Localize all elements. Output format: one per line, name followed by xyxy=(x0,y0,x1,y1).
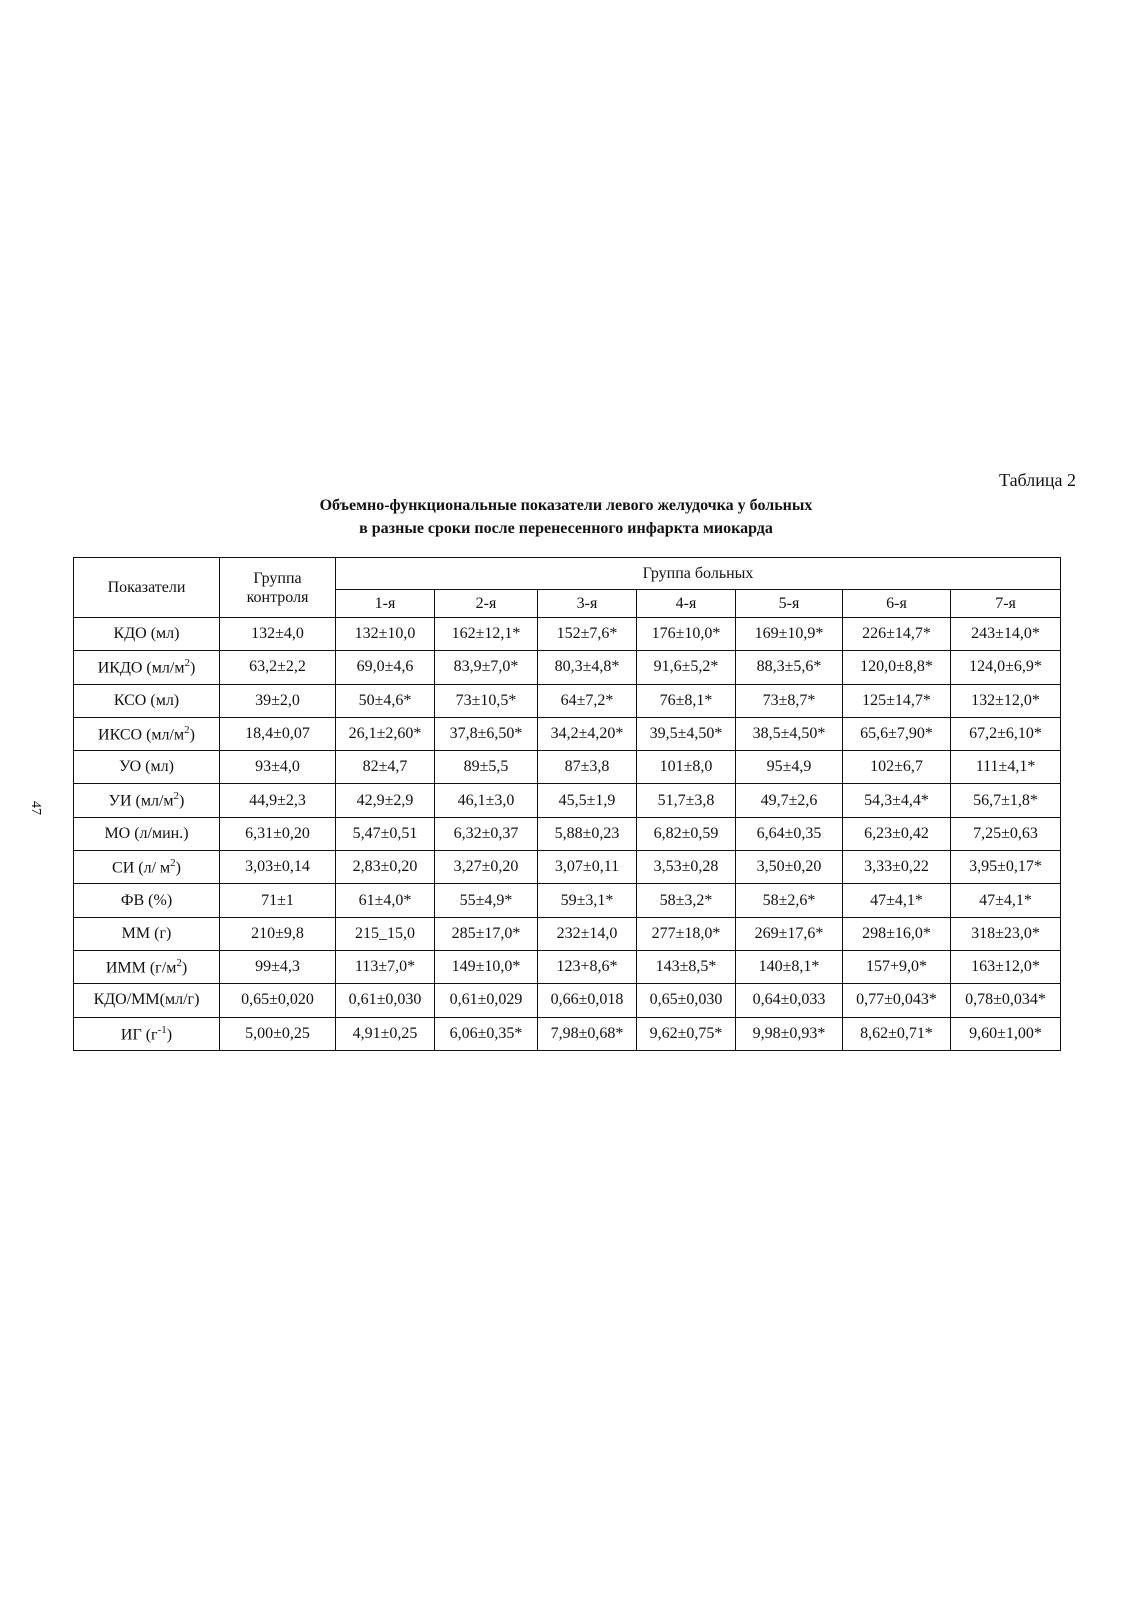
table-cell: 140±8,1* xyxy=(736,950,843,983)
table-cell: 243±14,0* xyxy=(951,618,1061,651)
row-param xyxy=(74,1017,220,1050)
param-label: УИ (мл/м xyxy=(108,792,174,810)
table-cell: 0,64±0,033 xyxy=(736,984,843,1017)
table-cell: 55±4,9* xyxy=(435,884,538,917)
table-row xyxy=(74,751,1061,784)
table-cell: 3,95±0,17* xyxy=(951,851,1061,884)
table-cell: 38,5±4,50* xyxy=(736,717,843,750)
table-cell: 0,65±0,030 xyxy=(637,984,736,1017)
row-param xyxy=(74,684,220,717)
table-cell: 113±7,0* xyxy=(336,950,435,983)
header-patients: Группа больных xyxy=(336,558,1061,590)
table-cell: 39±2,0 xyxy=(220,684,336,717)
table-label: Таблица 2 xyxy=(999,470,1076,490)
table-cell: 46,1±3,0 xyxy=(435,784,538,817)
param-label: УО (мл) xyxy=(119,758,174,776)
table-cell: 76±8,1* xyxy=(637,684,736,717)
table-cell: 9,60±1,00* xyxy=(951,1017,1061,1050)
table-cell: 73±8,7* xyxy=(736,684,843,717)
table-cell: 226±14,7* xyxy=(843,618,951,651)
table-cell: 3,07±0,11 xyxy=(538,851,637,884)
table-cell: 132±10,0 xyxy=(336,618,435,651)
table-cell: 132±12,0* xyxy=(951,684,1061,717)
table-cell: 88,3±5,6* xyxy=(736,651,843,684)
table-cell: 67,2±6,10* xyxy=(951,717,1061,750)
param-suffix: ) xyxy=(181,959,188,977)
table-cell: 6,64±0,35 xyxy=(736,817,843,850)
header-param: Показатели xyxy=(74,558,220,618)
table-cell: 58±3,2* xyxy=(637,884,736,917)
caption-line-1: Объемно-функциональные показатели левого желудочка у больных xyxy=(319,497,813,514)
table-cell: 215_15,0 xyxy=(336,917,435,950)
table-row xyxy=(74,618,1061,651)
table-cell: 89±5,5 xyxy=(435,751,538,784)
row-param xyxy=(74,917,220,950)
table-cell: 18,4±0,07 xyxy=(220,717,336,750)
table-row xyxy=(74,950,1061,983)
table-cell: 6,31±0,20 xyxy=(220,817,336,850)
table-cell: 210±9,8 xyxy=(220,917,336,950)
table-cell: 124,0±6,9* xyxy=(951,651,1061,684)
table-cell: 2,83±0,20 xyxy=(336,851,435,884)
header-control-text: Группа контроля xyxy=(246,569,309,606)
param-label: ИГ (г xyxy=(120,1025,158,1043)
table-cell: 93±4,0 xyxy=(220,751,336,784)
row-param xyxy=(74,618,220,651)
header-group-7: 7-я xyxy=(951,590,1061,618)
table-cell: 73±10,5* xyxy=(435,684,538,717)
table-cell: 99±4,3 xyxy=(220,950,336,983)
param-superscript: 2 xyxy=(176,956,182,969)
table-cell: 123+8,6* xyxy=(538,950,637,983)
header-control xyxy=(220,558,336,618)
table-cell: 4,91±0,25 xyxy=(336,1017,435,1050)
table-cell: 95±4,9 xyxy=(736,751,843,784)
table-cell: 120,0±8,8* xyxy=(843,651,951,684)
row-param xyxy=(74,851,220,884)
header-group-3: 3-я xyxy=(538,590,637,618)
table-cell: 3,50±0,20 xyxy=(736,851,843,884)
table-cell: 0,61±0,030 xyxy=(336,984,435,1017)
table-row xyxy=(74,884,1061,917)
table-cell: 162±12,1* xyxy=(435,618,538,651)
table-cell: 56,7±1,8* xyxy=(951,784,1061,817)
param-superscript: 2 xyxy=(184,723,190,736)
table-cell: 8,62±0,71* xyxy=(843,1017,951,1050)
table-cell: 6,82±0,59 xyxy=(637,817,736,850)
param-label: КСО (мл) xyxy=(113,691,180,709)
table-cell: 69,0±4,6 xyxy=(336,651,435,684)
param-label: КДО/ММ(мл/г) xyxy=(93,991,200,1009)
param-superscript: -1 xyxy=(157,1023,167,1036)
table-cell: 47±4,1* xyxy=(951,884,1061,917)
table-cell: 169±10,9* xyxy=(736,618,843,651)
table-row xyxy=(74,784,1061,817)
page-number: 47 xyxy=(28,801,43,815)
table-cell: 277±18,0* xyxy=(637,917,736,950)
table-cell: 152±7,6* xyxy=(538,618,637,651)
table-cell: 5,88±0,23 xyxy=(538,817,637,850)
param-label: ИКДО (мл/м xyxy=(97,659,185,677)
row-param xyxy=(74,717,220,750)
table-cell: 42,9±2,9 xyxy=(336,784,435,817)
table-row xyxy=(74,651,1061,684)
header-group-1: 1-я xyxy=(336,590,435,618)
table-cell: 58±2,6* xyxy=(736,884,843,917)
table-cell: 91,6±5,2* xyxy=(637,651,736,684)
table-cell: 44,9±2,3 xyxy=(220,784,336,817)
table-cell: 50±4,6* xyxy=(336,684,435,717)
table-cell: 101±8,0 xyxy=(637,751,736,784)
row-param xyxy=(74,817,220,850)
row-param xyxy=(74,784,220,817)
table-cell: 102±6,7 xyxy=(843,751,951,784)
table-cell: 59±3,1* xyxy=(538,884,637,917)
table-cell: 82±4,7 xyxy=(336,751,435,784)
table-cell: 125±14,7* xyxy=(843,684,951,717)
param-label: МО (л/мин.) xyxy=(104,824,189,842)
table-cell: 5,47±0,51 xyxy=(336,817,435,850)
table-cell: 64±7,2* xyxy=(538,684,637,717)
table-cell: 0,78±0,034* xyxy=(951,984,1061,1017)
param-suffix: ) xyxy=(189,659,196,677)
table-cell: 49,7±2,6 xyxy=(736,784,843,817)
table-row xyxy=(74,717,1061,750)
header-group-2: 2-я xyxy=(435,590,538,618)
row-param xyxy=(74,884,220,917)
table-row xyxy=(74,1017,1061,1050)
row-param xyxy=(74,751,220,784)
param-superscript: 2 xyxy=(170,857,176,870)
table-cell: 9,98±0,93* xyxy=(736,1017,843,1050)
table-row xyxy=(74,984,1061,1017)
table-caption xyxy=(0,494,1132,540)
table-cell: 157+9,0* xyxy=(843,950,951,983)
table-cell: 87±3,8 xyxy=(538,751,637,784)
param-superscript: 2 xyxy=(173,790,180,803)
row-param xyxy=(74,950,220,983)
table-cell: 176±10,0* xyxy=(637,618,736,651)
table-cell: 0,77±0,043* xyxy=(843,984,951,1017)
table-cell: 0,65±0,020 xyxy=(220,984,336,1017)
table-cell: 0,61±0,029 xyxy=(435,984,538,1017)
table-row xyxy=(74,917,1061,950)
table-cell: 269±17,6* xyxy=(736,917,843,950)
table-cell: 71±1 xyxy=(220,884,336,917)
param-superscript: 2 xyxy=(184,657,190,670)
table-cell: 3,03±0,14 xyxy=(220,851,336,884)
table-row xyxy=(74,851,1061,884)
header-group-4: 4-я xyxy=(637,590,736,618)
table-cell: 132±4,0 xyxy=(220,618,336,651)
header-group-5: 5-я xyxy=(736,590,843,618)
table-cell: 298±16,0* xyxy=(843,917,951,950)
table-cell: 6,06±0,35* xyxy=(435,1017,538,1050)
table-cell: 6,23±0,42 xyxy=(843,817,951,850)
table-cell: 0,66±0,018 xyxy=(538,984,637,1017)
table-cell: 83,9±7,0* xyxy=(435,651,538,684)
table-cell: 163±12,0* xyxy=(951,950,1061,983)
table-cell: 3,27±0,20 xyxy=(435,851,538,884)
table-row xyxy=(74,817,1061,850)
table-cell: 26,1±2,60* xyxy=(336,717,435,750)
table-cell: 7,25±0,63 xyxy=(951,817,1061,850)
param-label: КДО (мл) xyxy=(113,625,180,643)
table-cell: 45,5±1,9 xyxy=(538,784,637,817)
table-cell: 232±14,0 xyxy=(538,917,637,950)
table-cell: 318±23,0* xyxy=(951,917,1061,950)
table-cell: 6,32±0,37 xyxy=(435,817,538,850)
param-suffix: ) xyxy=(166,1025,173,1043)
table-cell: 51,7±3,8 xyxy=(637,784,736,817)
table-cell: 80,3±4,8* xyxy=(538,651,637,684)
param-label: ФВ (%) xyxy=(120,891,173,909)
table-cell: 5,00±0,25 xyxy=(220,1017,336,1050)
table-cell: 63,2±2,2 xyxy=(220,651,336,684)
table-cell: 54,3±4,4* xyxy=(843,784,951,817)
header-group-6: 6-я xyxy=(843,590,951,618)
data-table xyxy=(73,557,1061,1051)
param-label: ММ (г) xyxy=(121,924,172,942)
table-cell: 61±4,0* xyxy=(336,884,435,917)
row-param xyxy=(74,984,220,1017)
param-label: ИММ (г/м xyxy=(105,959,177,977)
table-cell: 65,6±7,90* xyxy=(843,717,951,750)
table-cell: 47±4,1* xyxy=(843,884,951,917)
table-cell: 34,2±4,20* xyxy=(538,717,637,750)
row-param xyxy=(74,651,220,684)
caption-line-2: в разные сроки после перенесенного инфаркта миокарда xyxy=(359,520,773,537)
table-row xyxy=(74,684,1061,717)
table-cell: 149±10,0* xyxy=(435,950,538,983)
table-cell: 37,8±6,50* xyxy=(435,717,538,750)
table-cell: 285±17,0* xyxy=(435,917,538,950)
param-label: ИКСО (мл/м xyxy=(98,726,185,744)
table-cell: 39,5±4,50* xyxy=(637,717,736,750)
param-suffix: ) xyxy=(175,859,181,877)
table-cell: 9,62±0,75* xyxy=(637,1017,736,1050)
table-cell: 111±4,1* xyxy=(951,751,1061,784)
table-cell: 3,53±0,28 xyxy=(637,851,736,884)
param-suffix: ) xyxy=(179,792,185,810)
table-cell: 143±8,5* xyxy=(637,950,736,983)
table-cell: 3,33±0,22 xyxy=(843,851,951,884)
param-label: СИ (л/ м xyxy=(112,859,171,877)
param-suffix: ) xyxy=(189,726,195,744)
table-cell: 7,98±0,68* xyxy=(538,1017,637,1050)
